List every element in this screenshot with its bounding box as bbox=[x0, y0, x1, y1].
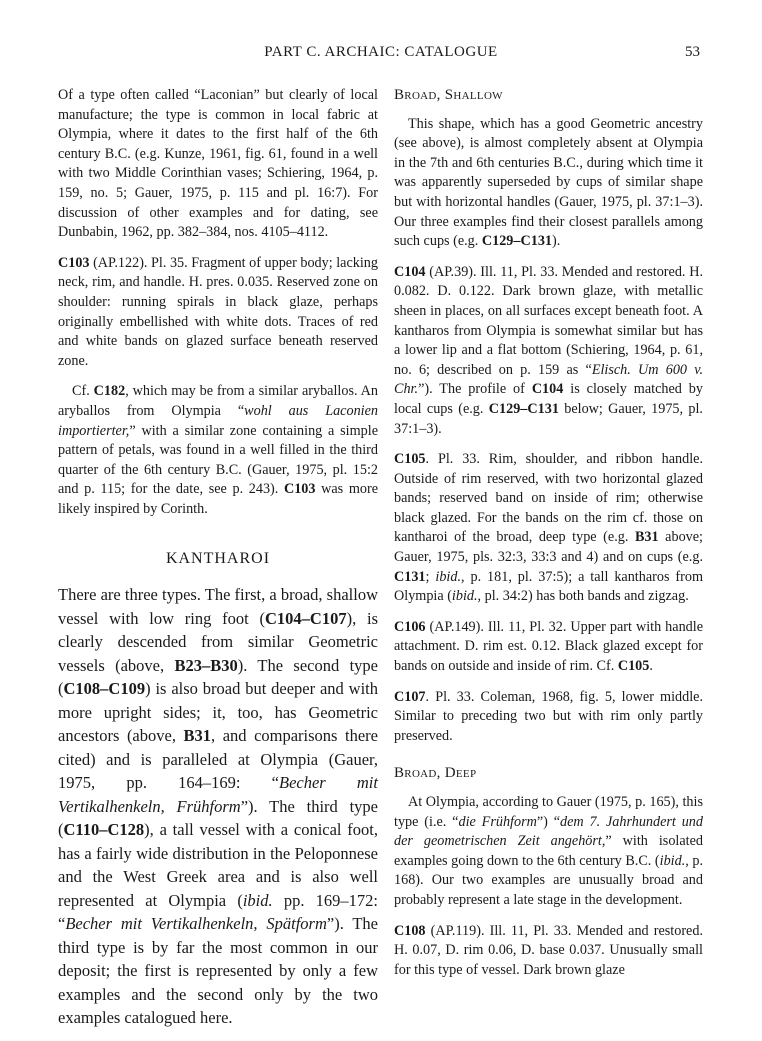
text: ” with isolated examples going down to the 6th century B.C. ( bbox=[394, 833, 703, 869]
german-quote: die Frühform bbox=[458, 813, 537, 830]
page-header bbox=[0, 44, 762, 68]
entry-c104 bbox=[394, 263, 703, 439]
entry-id: C108 bbox=[394, 922, 426, 939]
catalogue-ref: C108–C109 bbox=[63, 679, 146, 699]
catalogue-ref: C131 bbox=[394, 568, 426, 585]
entry-c105 bbox=[394, 450, 703, 607]
text: . bbox=[649, 658, 653, 675]
text: ) is also broad but deeper and with more upright sides; it, too, has Geometric ancestors (above, bbox=[58, 679, 378, 746]
entry-id: C104 bbox=[394, 263, 426, 280]
cf-c182-paragraph bbox=[58, 382, 378, 519]
text: ”) “ bbox=[536, 813, 561, 830]
entry-c108 bbox=[394, 922, 703, 981]
entry-id: C105 bbox=[394, 451, 426, 468]
text: above; Gauer, 1975, pls. 32:3, 33:3 and 4) and on cups (e.g. bbox=[394, 529, 703, 566]
section-title-kantharoi: KANTHAROI bbox=[165, 550, 271, 568]
text: ), a tall vessel with a conical foot, has a fairly wide distribution in the Peloponnese and the West Greek area and is also well represented at Olympia ( bbox=[58, 820, 378, 910]
catalogue-ref: B31 bbox=[634, 529, 659, 546]
broad-shallow-intro bbox=[394, 115, 703, 252]
catalogue-ref: C104–C107 bbox=[265, 608, 347, 628]
text: , and comparisons there cited) and is paralleled at Olympia (Gauer, 1975, pp. 164–169: “ bbox=[58, 726, 378, 793]
text: ), is clearly descended from similar Geometric vessels (above, bbox=[58, 608, 379, 675]
catalogue-ref: C110–C128 bbox=[63, 820, 145, 840]
text: This shape, which has a good Geometric ancestry (see above), is almost completely absent at Olympia in the 7th and 6th centuries B.C., during which time it was apparently superseded by cups of similar shape but with horizontal handles (Gauer, 1975, pl. 37:1–3). Our three examples find their closest parallels among such cups (e.g. bbox=[394, 115, 703, 250]
laconian-paragraph: Of a type often called “Laconian” but clearly of local manufacture; the type is common in local fabric at Olympia, where it dates to the first half of the 6th century B.C. (e.g. Kunze, 1961, fig. 61, found in a well with two Middle Corinthian vases; Schiering, 1964, p. 159, no. 5; Gauer, 1975, p. 115 and pl. 16:7). For discussion of other examples and for dating, see Dunbabin, 1962, pp. 382–384, nos. 4105–4112. bbox=[58, 87, 378, 241]
text: Cf. bbox=[72, 383, 94, 400]
kantharoi-intro bbox=[58, 583, 378, 1030]
entry-id: C107 bbox=[394, 688, 426, 705]
entry-c107 bbox=[394, 688, 703, 747]
text: below; Gauer, 1975, pl. 37:1–3). bbox=[394, 400, 703, 437]
catalogue-ref: C129–C131 bbox=[481, 233, 553, 250]
text: At Olympia, according to Gauer (1975, p. 165), this type (i.e. “ bbox=[394, 794, 703, 830]
german-quote: dem 7. Jahrhundert und der geometrischen Zeit angehört, bbox=[394, 813, 703, 850]
text: (AP.119). Ill. 11, Pl. 33. Mended and restored. H. 0.07, D. rim 0.06, D. base 0.037. Unusually small for this type of vessel. Dark brown glaze bbox=[394, 922, 703, 978]
broad-deep-intro bbox=[394, 793, 703, 911]
text: . Pl. 33. Rim, shoulder, and ribbon handle. Outside of rim reserved, with two horizontal glazed bands; reserved band on inside of rim; otherwise black glazed. For the bands on the rim cf. those on kantharoi of the broad, deep type (e.g. bbox=[394, 451, 703, 546]
text: ). bbox=[552, 233, 561, 250]
right-column bbox=[394, 86, 703, 991]
text: pp. 169–172: “ bbox=[58, 890, 378, 934]
text: ”). The third type is by far the most common in our deposit; the first is represented by only a few examples and the second only by the two examples catalogued here. bbox=[58, 914, 378, 1028]
text: (AP.149). Ill. 11, Pl. 32. Upper part with handle attachment. D. rim est. 0.12. Black glazed except for bands on outside and inside of rim. Cf. bbox=[394, 618, 703, 675]
text: , pl. 34:2) has both bands and zigzag. bbox=[477, 588, 689, 605]
entry-c106 bbox=[394, 618, 703, 677]
left-column bbox=[58, 86, 378, 1041]
catalogue-ref: B23–B30 bbox=[174, 655, 238, 675]
text: is closely matched by local cups (e.g. bbox=[394, 381, 703, 417]
german-quote: Becher mit Vertikalhenkeln, Frühform bbox=[58, 773, 378, 816]
ibid: ibid. bbox=[435, 568, 462, 585]
text: (AP.39). Ill. 11, Pl. 33. Mended and restored. H. 0.082. D. 0.122. Dark brown glaze, with metallic sheen in places, on all surfaces except beneath foot. A kantharos from Olympia is somewhat similar but has a lower lip and a flat bottom (Schiering, 1964, p. 61, no. 6; described on p. 159 as “ bbox=[394, 263, 703, 378]
german-quote: wohl aus Laconien importierter, bbox=[58, 402, 379, 439]
entry-id: C106 bbox=[394, 618, 426, 635]
catalogue-ref: C104 bbox=[531, 381, 564, 398]
catalogue-ref: B31 bbox=[183, 726, 212, 746]
catalogue-ref: C105 bbox=[617, 658, 650, 675]
text: ”). The third type ( bbox=[58, 796, 379, 840]
text: ” with a similar zone containing a simple pattern of petals, was found in a well filled in the third quarter of the 6th century B.C. (Gauer, 1975, pl. 15:2 and p. 115; for the date, see p. 243). bbox=[58, 422, 378, 498]
running-title: PART C. ARCHAIC: CATALOGUE bbox=[264, 44, 498, 60]
ibid: ibid. bbox=[451, 588, 478, 605]
catalogue-ref: C129–C131 bbox=[488, 400, 559, 417]
german-quote: Becher mit Vertikalhenkeln, Spätform bbox=[65, 914, 327, 934]
catalogue-ref: C103 bbox=[283, 481, 316, 498]
ibid: ibid. bbox=[242, 890, 273, 910]
text: ”). The profile of bbox=[418, 381, 532, 398]
text: , p. 181, pl. 37:5); a tall kantharos from Olympia ( bbox=[394, 568, 703, 605]
text: was more likely inspired by Corinth. bbox=[58, 481, 378, 517]
text: ; bbox=[425, 568, 436, 585]
subheading-broad-deep: Broad, Deep bbox=[394, 765, 477, 782]
text: , p. 168). Our two examples are unusually broad and probably represent a late stage in the development. bbox=[394, 852, 703, 908]
text: , which may be from a similar aryballos. An aryballos from Olympia “ bbox=[58, 383, 378, 419]
page-number: 53 bbox=[685, 44, 700, 60]
entry-text: (AP.122). Pl. 35. Fragment of upper body; lacking neck, rim, and handle. H. pres. 0.035. Reserved zone on shoulder: running spirals in black glaze, perhaps originally embellished with white dots. Traces of red and white bands on glazed surface beneath reserved zone. bbox=[58, 254, 378, 369]
text: . Pl. 33. Coleman, 1968, fig. 5, lower middle. Similar to preceding two but with rim only partly preserved. bbox=[394, 688, 703, 744]
subheading-broad-shallow: Broad, Shallow bbox=[394, 87, 503, 103]
text: There are three types. The first, a broad, shallow vessel with low ring foot ( bbox=[58, 585, 378, 628]
german-quote: Elisch. Um 600 v. Chr. bbox=[394, 361, 704, 398]
text: ). The second type ( bbox=[58, 655, 378, 699]
entry-id: C103 bbox=[58, 254, 90, 271]
entry-c103 bbox=[58, 254, 378, 372]
ibid: ibid. bbox=[659, 852, 686, 869]
catalogue-ref: C182 bbox=[93, 383, 126, 400]
